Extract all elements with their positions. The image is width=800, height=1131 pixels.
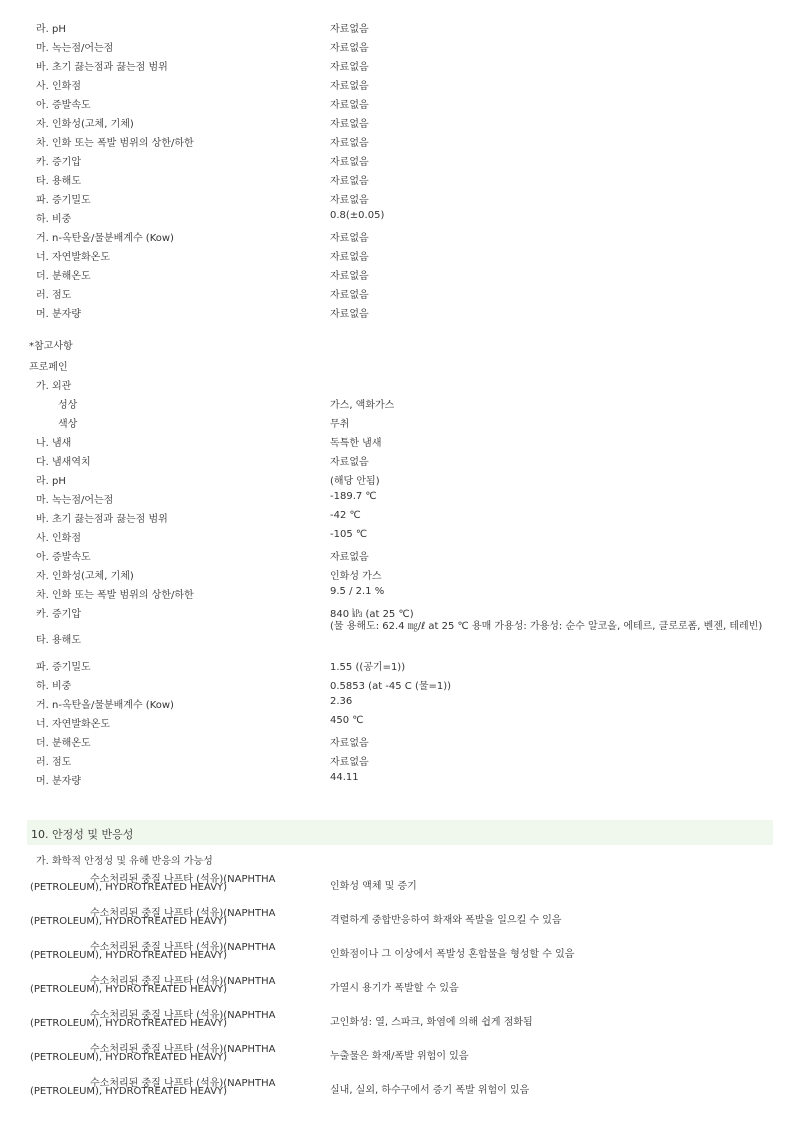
property-label: 하. 비중 bbox=[36, 214, 72, 225]
property-value: 9.5 / 2.1 % bbox=[330, 586, 385, 597]
property-label: 타. 용해도 bbox=[36, 635, 81, 646]
property-value: 450 ℃ bbox=[330, 715, 364, 726]
hazard-description: 격렬하게 중합반응하여 화재와 폭발을 일으킬 수 있음 bbox=[330, 915, 562, 926]
property-value: 자료없음 bbox=[330, 552, 369, 563]
property-row bbox=[0, 712, 800, 731]
property-value: 2.36 bbox=[330, 696, 353, 707]
property-row bbox=[0, 188, 800, 207]
section-header bbox=[27, 820, 773, 845]
property-row bbox=[0, 621, 800, 653]
property-row bbox=[0, 264, 800, 283]
property-label: 머. 분자량 bbox=[36, 776, 81, 787]
property-label: 차. 인화 또는 폭발 범위의 상한/하한 bbox=[36, 590, 194, 601]
property-value: 자료없음 bbox=[330, 43, 369, 54]
property-label: 러. 점도 bbox=[36, 757, 72, 768]
hazard-row bbox=[0, 936, 800, 970]
property-value: 자료없음 bbox=[330, 738, 369, 749]
property-value: 인화성 가스 bbox=[330, 571, 382, 582]
property-value: 자료없음 bbox=[330, 100, 369, 111]
property-label: 라. pH bbox=[36, 476, 66, 487]
property-value: 자료없음 bbox=[330, 138, 369, 149]
property-value: 자료없음 bbox=[330, 457, 369, 468]
substance-name-cont: (PETROLEUM), HYDROTREATED HEAVY) bbox=[30, 1018, 228, 1029]
property-row bbox=[0, 169, 800, 188]
property-label: 러. 점도 bbox=[36, 290, 72, 301]
substance-name-cont: (PETROLEUM), HYDROTREATED HEAVY) bbox=[30, 1052, 228, 1063]
substance-name: 수소처리된 중질 나프타 (석유)(NAPHTHA bbox=[90, 874, 276, 885]
subsection-title: 가. 화학적 안정성 및 유해 반응의 가능성 bbox=[36, 856, 213, 867]
property-value: 자료없음 bbox=[330, 81, 369, 92]
property-value: 1.55 ((공기=1)) bbox=[330, 662, 406, 673]
substance-name: 수소처리된 중질 나프타 (석유)(NAPHTHA bbox=[90, 908, 276, 919]
property-value: -189.7 ℃ bbox=[330, 491, 377, 502]
property-row bbox=[0, 469, 800, 488]
substance-name-cont: (PETROLEUM), HYDROTREATED HEAVY) bbox=[30, 950, 228, 961]
property-row bbox=[0, 207, 800, 226]
property-row bbox=[0, 750, 800, 769]
hazard-description: 인화성 액체 및 증기 bbox=[330, 881, 417, 892]
property-label: 사. 인화점 bbox=[36, 533, 81, 544]
property-row bbox=[0, 545, 800, 564]
property-row bbox=[0, 74, 800, 93]
substance-name-cont: (PETROLEUM), HYDROTREATED HEAVY) bbox=[30, 882, 228, 893]
property-value: (물 용해도: 62.4 ㎎/ℓ at 25 ℃ 용매 가용성: 가용성: 순수 알코올, 에테르, 클로로폼, 벤젠, 테레빈) bbox=[330, 621, 763, 632]
property-label: 너. 자연발화온도 bbox=[36, 252, 110, 263]
property-row bbox=[0, 583, 800, 602]
hazard-description: 누출물은 화재/폭발 위험이 있음 bbox=[330, 1051, 469, 1062]
property-label: 성상 bbox=[58, 400, 78, 411]
property-label: 타. 용해도 bbox=[36, 176, 81, 187]
property-label: 바. 초기 끓는점과 끓는점 범위 bbox=[36, 62, 168, 73]
property-row bbox=[0, 488, 800, 507]
property-value: 840 ㎪ (at 25 ℃) bbox=[330, 609, 414, 620]
property-value: 자료없음 bbox=[330, 271, 369, 282]
property-row bbox=[0, 283, 800, 302]
substance-name: 수소처리된 중질 나프타 (석유)(NAPHTHA bbox=[90, 1078, 276, 1089]
property-value: 44.11 bbox=[330, 772, 359, 783]
hazard-row bbox=[0, 1072, 800, 1106]
substance-name: 수소처리된 중질 나프타 (석유)(NAPHTHA bbox=[90, 942, 276, 953]
property-row bbox=[0, 431, 800, 450]
property-value: 자료없음 bbox=[330, 176, 369, 187]
property-label: 카. 증기압 bbox=[36, 609, 81, 620]
hazard-row bbox=[0, 1004, 800, 1038]
property-value: 자료없음 bbox=[330, 157, 369, 168]
hazard-description: 고인화성: 열, 스파크, 화염에 의해 쉽게 점화됨 bbox=[330, 1017, 533, 1028]
section-title: 10. 안정성 및 반응성 bbox=[31, 828, 134, 841]
property-row bbox=[0, 507, 800, 526]
property-row bbox=[0, 150, 800, 169]
property-label: 거. n-옥탄올/물분배계수 (Kow) bbox=[36, 233, 174, 244]
property-label: 하. 비중 bbox=[36, 681, 72, 692]
property-label: 자. 인화성(고체, 기체) bbox=[36, 119, 134, 130]
property-value: 자료없음 bbox=[330, 195, 369, 206]
property-label: 다. 냄새역치 bbox=[36, 457, 91, 468]
property-label: 파. 증기밀도 bbox=[36, 662, 91, 673]
hazard-row bbox=[0, 970, 800, 1004]
property-row bbox=[0, 450, 800, 469]
property-label: 거. n-옥탄올/물분배계수 (Kow) bbox=[36, 700, 174, 711]
property-label: 더. 분해온도 bbox=[36, 738, 91, 749]
property-label: 마. 녹는점/어는점 bbox=[36, 495, 114, 506]
property-row bbox=[0, 245, 800, 264]
property-row bbox=[0, 55, 800, 74]
property-row bbox=[0, 693, 800, 712]
property-label: 색상 bbox=[58, 419, 78, 430]
property-row bbox=[0, 564, 800, 583]
appearance-label: 가. 외관 bbox=[36, 381, 72, 392]
property-row bbox=[0, 674, 800, 693]
property-label: 사. 인화점 bbox=[36, 81, 81, 92]
property-label: 차. 인화 또는 폭발 범위의 상한/하한 bbox=[36, 138, 194, 149]
property-label: 머. 분자량 bbox=[36, 309, 81, 320]
property-row bbox=[0, 526, 800, 545]
property-row bbox=[0, 93, 800, 112]
hazard-row bbox=[0, 902, 800, 936]
reference-substance: 프로페인 bbox=[29, 362, 68, 373]
property-row bbox=[0, 17, 800, 36]
property-row bbox=[0, 769, 800, 788]
property-row bbox=[0, 226, 800, 245]
property-value: -105 ℃ bbox=[330, 529, 368, 540]
substance-name: 수소처리된 중질 나프타 (석유)(NAPHTHA bbox=[90, 976, 276, 987]
property-label: 아. 증발속도 bbox=[36, 552, 91, 563]
property-row bbox=[0, 393, 800, 412]
hazard-row bbox=[0, 868, 800, 902]
property-value: 0.8(±0.05) bbox=[330, 210, 385, 221]
hazard-description: 실내, 실외, 하수구에서 증기 폭발 위험이 있음 bbox=[330, 1085, 530, 1096]
property-label: 파. 증기밀도 bbox=[36, 195, 91, 206]
hazard-row bbox=[0, 1038, 800, 1072]
property-label: 너. 자연발화온도 bbox=[36, 719, 110, 730]
property-value: 자료없음 bbox=[330, 62, 369, 73]
property-row bbox=[0, 131, 800, 150]
property-row bbox=[0, 412, 800, 431]
property-label: 나. 냄새 bbox=[36, 438, 72, 449]
property-value: 자료없음 bbox=[330, 252, 369, 263]
property-value: 자료없음 bbox=[330, 24, 369, 35]
property-row bbox=[0, 36, 800, 55]
property-label: 자. 인화성(고체, 기체) bbox=[36, 571, 134, 582]
substance-name: 수소처리된 중질 나프타 (석유)(NAPHTHA bbox=[90, 1010, 276, 1021]
hazard-description: 가열시 용기가 폭발할 수 있음 bbox=[330, 983, 459, 994]
property-value: 자료없음 bbox=[330, 309, 369, 320]
property-value: 가스, 액화가스 bbox=[330, 400, 395, 411]
property-row bbox=[0, 302, 800, 321]
property-value: (해당 안됨) bbox=[330, 476, 380, 487]
property-value: 독특한 냄새 bbox=[330, 438, 382, 449]
property-label: 라. pH bbox=[36, 24, 66, 35]
substance-name-cont: (PETROLEUM), HYDROTREATED HEAVY) bbox=[30, 984, 228, 995]
reference-note: *참고사항 bbox=[29, 341, 73, 352]
substance-name: 수소처리된 중질 나프타 (석유)(NAPHTHA bbox=[90, 1044, 276, 1055]
property-value: 자료없음 bbox=[330, 119, 369, 130]
property-label: 아. 증발속도 bbox=[36, 100, 91, 111]
property-row bbox=[0, 655, 800, 674]
property-value: 자료없음 bbox=[330, 757, 369, 768]
property-value: -42 ℃ bbox=[330, 510, 361, 521]
property-value: 0.5853 (at -45 C (물=1)) bbox=[330, 681, 452, 692]
substance-name-cont: (PETROLEUM), HYDROTREATED HEAVY) bbox=[30, 1086, 228, 1097]
hazard-description: 인화점이나 그 이상에서 폭발성 혼합물을 형성할 수 있음 bbox=[330, 949, 575, 960]
property-row bbox=[0, 602, 800, 621]
property-value: 자료없음 bbox=[330, 233, 369, 244]
property-label: 마. 녹는점/어는점 bbox=[36, 43, 114, 54]
property-label: 바. 초기 끓는점과 끓는점 범위 bbox=[36, 514, 168, 525]
property-row bbox=[0, 374, 800, 393]
property-value: 무취 bbox=[330, 419, 350, 430]
property-row bbox=[0, 731, 800, 750]
property-row bbox=[0, 112, 800, 131]
property-value: 자료없음 bbox=[330, 290, 369, 301]
substance-name-cont: (PETROLEUM), HYDROTREATED HEAVY) bbox=[30, 916, 228, 927]
property-label: 카. 증기압 bbox=[36, 157, 81, 168]
property-label: 더. 분해온도 bbox=[36, 271, 91, 282]
